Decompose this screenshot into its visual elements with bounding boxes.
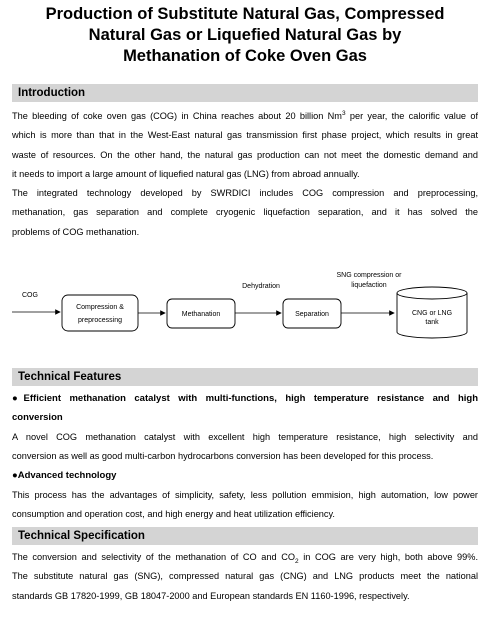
co2-subscript: 2 bbox=[295, 557, 299, 565]
intro-p2-line-1: The integrated technology developed by SWRDICI includes COG compression and preprocessing, bbox=[12, 188, 478, 198]
separation-box-label: Separation bbox=[295, 311, 329, 318]
intro-p2-line-3: problems of COG methanation. bbox=[12, 226, 140, 237]
intro-p1-line-4: it needs to import a large amount of liquefied natural gas (LNG) from abroad annually. bbox=[12, 168, 360, 179]
section-heading-features: Technical Features bbox=[12, 368, 478, 386]
tank-label-line-1: CNG or LNG bbox=[411, 310, 453, 317]
intro-p1-line-1-text: The bleeding of coke oven gas (COG) in China reaches about 20 billion Nm bbox=[12, 111, 342, 121]
feature-1-text bbox=[12, 428, 478, 467]
feature-2-text bbox=[12, 486, 478, 525]
sng-label-line-2: liquefaction bbox=[351, 282, 387, 289]
tank-label-line-2: tank bbox=[425, 319, 439, 326]
sng-label-line-1: SNG compression or bbox=[336, 272, 402, 279]
feature-1-text-line-1: A novel COG methanation catalyst with excellent high temperature resistance, high selectivity and bbox=[12, 432, 478, 442]
feature-1-title bbox=[12, 389, 478, 428]
compression-box-line-2: preprocessing bbox=[78, 317, 122, 324]
section-heading-introduction: Introduction bbox=[12, 84, 478, 102]
methanation-box-label: Methanation bbox=[181, 311, 221, 318]
compression-box bbox=[62, 295, 138, 331]
spec-line-3: standards GB 17820-1999, GB 18047-2000 and European standards EN 1160-1996, respectively. bbox=[12, 590, 410, 601]
feature-2-text-line-1: This process has the advantages of simplicity, safety, less pollution emmision, high automation, low power bbox=[12, 490, 478, 500]
process-flow-diagram bbox=[0, 266, 490, 346]
feature-1-text-line-2: conversion as well as good multi-carbon hydrocarbons conversion has been developed for this process. bbox=[12, 451, 434, 462]
storage-tank-top bbox=[397, 287, 467, 299]
section-heading-specification: Technical Specification bbox=[12, 527, 478, 545]
intro-p2-line-2: methanation, gas separation and complete cryogenic liquefaction separation, and it has solved the bbox=[12, 207, 478, 218]
title-line-1: Production of Substitute Natural Gas, Compressed bbox=[45, 5, 445, 23]
intro-paragraph-1 bbox=[12, 107, 478, 184]
spec-line-1-tail: in COG are very high, both above 99%. bbox=[298, 552, 478, 562]
feature-1-title-line-1: ●Efficient methanation catalyst with multi-functions, high temperature resistance and high bbox=[12, 393, 478, 404]
intro-p1-line-1-tail: per year, the calorific value of bbox=[345, 111, 478, 121]
specification-paragraph bbox=[12, 548, 478, 606]
title-line-2: Natural Gas or Liquefied Natural Gas by bbox=[88, 26, 402, 44]
cog-input-label: COG bbox=[22, 292, 38, 299]
feature-1-title-line-2: conversion bbox=[12, 412, 63, 424]
spec-line-1 bbox=[12, 548, 478, 567]
feature-2-text-line-2: consumption and operation cost, and high energy and heat utilization efficiency. bbox=[12, 509, 335, 520]
title-line-3: Methanation of Coke Oven Gas bbox=[123, 47, 367, 65]
intro-p1-line-3: waste of resources. On the other hand, the natural gas production can not meet the domestic demand and bbox=[12, 149, 478, 160]
spec-line-1-text: The conversion and selectivity of the methanation of CO and CO bbox=[12, 552, 296, 562]
intro-p1-line-2: which is more than that in the West-East natural gas transmission first phase project, which results in great bbox=[12, 130, 478, 141]
dehydration-label: Dehydration bbox=[242, 283, 280, 290]
cubic-superscript: 3 bbox=[341, 109, 346, 117]
spec-line-2: The substitute natural gas (SNG), compressed natural gas (CNG) and LNG products meet the national bbox=[12, 571, 478, 582]
feature-2-title bbox=[12, 466, 478, 485]
intro-paragraph-2 bbox=[12, 184, 478, 242]
feature-2-title-line: ●Advanced technology bbox=[12, 470, 117, 481]
intro-p1-line-1 bbox=[12, 107, 478, 126]
document-title bbox=[0, 4, 490, 67]
compression-box-line-1: Compression & bbox=[76, 304, 124, 311]
